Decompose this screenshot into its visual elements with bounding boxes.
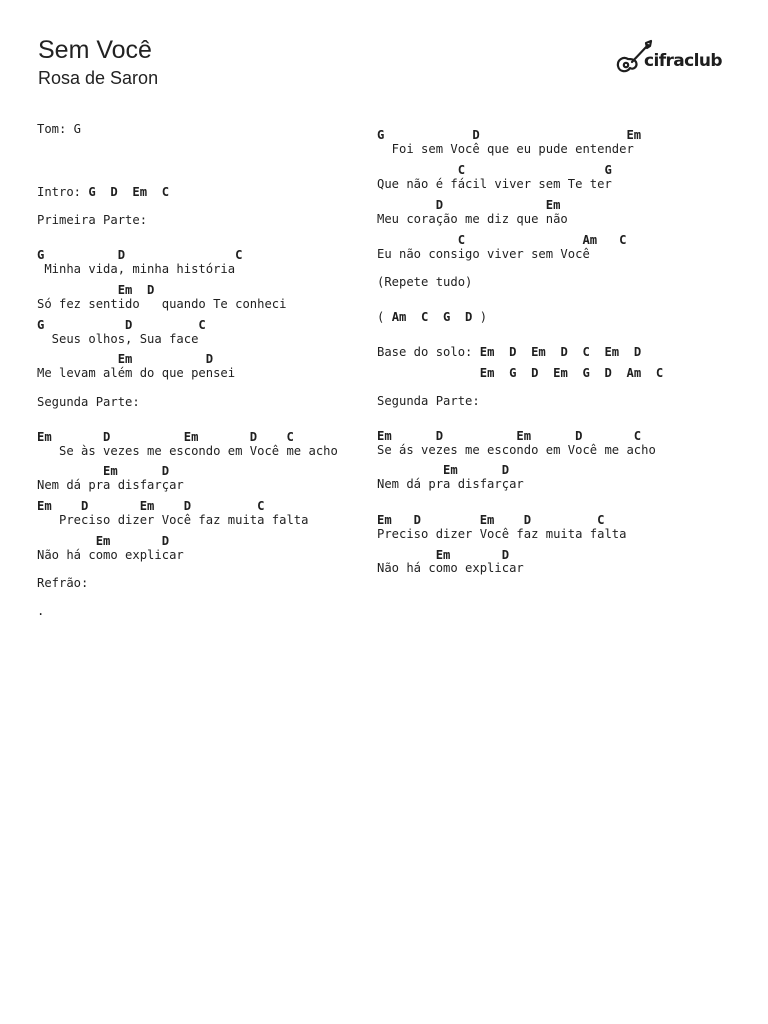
chord-line: Em D xyxy=(377,463,510,477)
lyric-line: Não há como explicar xyxy=(37,548,184,562)
chord-line: C Am C xyxy=(377,233,627,247)
logo-text: cifraclub xyxy=(644,51,722,71)
solo-base-line xyxy=(377,345,641,359)
chord-line: Em D xyxy=(37,352,214,366)
chord-line: C G xyxy=(377,163,612,177)
solo-chords: Em D Em D C Em D xyxy=(479,345,642,359)
lyric-line: Não há como explicar xyxy=(377,561,524,575)
song-title: Sem Você xyxy=(38,36,152,64)
solo-base-line-2 xyxy=(377,366,663,380)
lyric-line: Que não é fácil viver sem Te ter xyxy=(377,177,612,191)
solo-label: Base do solo: xyxy=(377,345,480,359)
chord-line: G D Em xyxy=(377,128,642,142)
section-label: Refrão: xyxy=(37,576,89,590)
lyric-line: Nem dá pra disfarçar xyxy=(37,478,184,492)
chord-line: G D C xyxy=(37,318,206,332)
lyric-line: Se ás vezes me escondo em Você me acho xyxy=(377,443,656,457)
lyric-line: Eu não consigo viver sem Você xyxy=(377,247,590,261)
lyric-line: Minha vida, minha história xyxy=(37,262,236,276)
lyric-line: Se às vezes me escondo em Você me acho xyxy=(37,444,338,458)
lyric-line: Nem dá pra disfarçar xyxy=(377,477,524,491)
left-column xyxy=(37,0,397,1024)
stray-dot: . xyxy=(37,604,45,618)
lyric-line: Seus olhos, Sua face xyxy=(37,332,199,346)
chord-sequence: ( Am C G D ) xyxy=(377,310,488,324)
lyric-line: Preciso dizer Você faz muita falta xyxy=(377,527,627,541)
intro-label: Intro: xyxy=(37,185,89,199)
section-label: Segunda Parte: xyxy=(37,395,140,409)
chord-line: Em D Em D C xyxy=(37,499,265,513)
chord-line: Em D Em D C xyxy=(377,513,605,527)
chord-line: D Em xyxy=(377,198,561,212)
lyric-line: Preciso dizer Você faz muita falta xyxy=(37,513,309,527)
chord-line: Em D Em D C xyxy=(37,430,294,444)
chord-line: Em D xyxy=(377,548,510,562)
intro-line xyxy=(37,185,169,199)
intro-chords: G D Em C xyxy=(88,185,170,199)
chord-line: Em D xyxy=(37,283,155,297)
sequence-chords: Am C G D xyxy=(391,310,473,324)
artist-name: Rosa de Saron xyxy=(38,68,159,88)
chord-line: Em D Em D C xyxy=(377,429,642,443)
lyric-line: Foi sem Você que eu pude entender xyxy=(377,142,634,156)
section-label: Primeira Parte: xyxy=(37,213,148,227)
chord-line: Em D xyxy=(37,464,170,478)
section-label: Segunda Parte: xyxy=(377,394,480,408)
tom-line: Tom: G xyxy=(37,122,82,136)
lyric-line: Meu coração me diz que não xyxy=(377,212,568,226)
right-column xyxy=(377,0,737,1024)
solo-chords-2: Em G D Em G D Am C xyxy=(479,366,664,380)
lyric-line: Só fez sentido quando Te conheci xyxy=(37,297,287,311)
chord-line: G D C xyxy=(37,248,243,262)
chord-line: Em D xyxy=(37,534,170,548)
repeat-note: (Repete tudo) xyxy=(377,275,473,289)
lyric-line: Me levam além do que pensei xyxy=(37,366,236,380)
